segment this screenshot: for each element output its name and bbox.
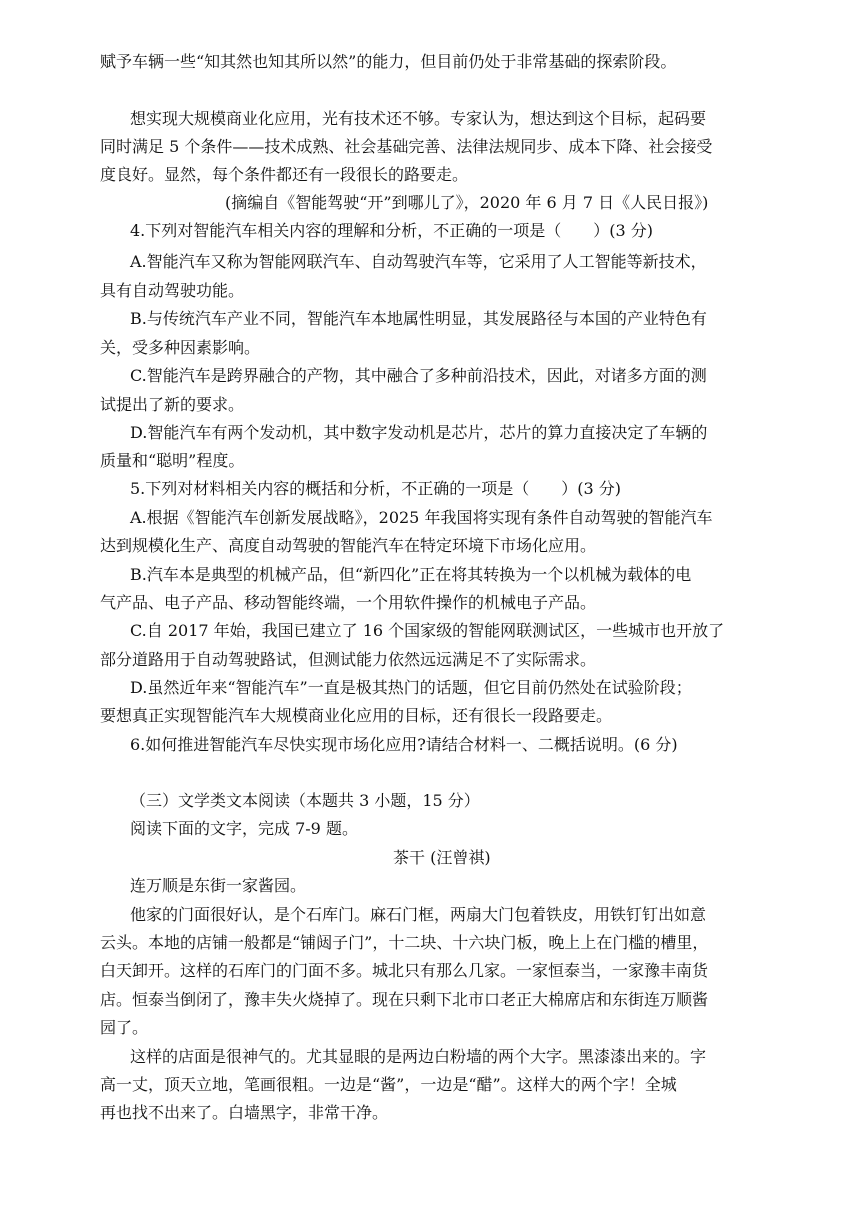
question-5: 5.下列对材料相关内容的概括和分析，不正确的一项是（ ）(3 分) xyxy=(130,479,622,498)
option-b: B.汽车本是典型的机械产品，但“新四化”正在将其转换为一个以机械为载体的电 xyxy=(130,565,692,584)
text-line: 度良好。显然，每个条件都还有一段很长的路要走。 xyxy=(100,165,469,184)
text-line: 达到规模化生产、高度自动驾驶的智能汽车在特定环境下市场化应用。 xyxy=(100,536,597,555)
article-title: 茶干 (汪曾祺) xyxy=(393,848,491,867)
question-6: 6.如何推进智能汽车尽快实现市场化应用?请结合材料一、二概括说明。(6 分) xyxy=(130,735,678,754)
text-line: 赋予车辆一些“知其然也知其所以然”的能力，但目前仍处于非常基础的探索阶段。 xyxy=(100,52,677,71)
option-d: D.智能汽车有两个发动机，其中数字发动机是芯片，芯片的算力直接决定了车辆的 xyxy=(130,423,708,442)
text-line: 气产品、电子产品、移动智能终端，一个用软件操作的机械电子产品。 xyxy=(100,593,597,612)
text-line: 要想真正实现智能汽车大规模商业化应用的目标，还有很长一段路要走。 xyxy=(100,706,613,725)
text-line: 园了。 xyxy=(100,1018,149,1037)
option-d: D.虽然近年来“智能汽车”一直是极其热门的话题，但它目前仍然处在试验阶段； xyxy=(130,678,692,697)
option-b: B.与传统汽车产业不同，智能汽车本地属性明显，其发展路径与本国的产业特色有 xyxy=(130,309,707,328)
source-citation: (摘编自《智能驾驶“开”到哪儿了》，2020 年 6 月 7 日《人民日报》) xyxy=(225,193,709,212)
text-line: 白天卸开。这样的石库门的门面不多。城北只有那么几家。一家恒泰当，一家豫丰南货 xyxy=(100,961,709,980)
text-line: 同时满足 5 个条件——技术成熟、社会基础完善、法律法规同步、成本下降、社会接受 xyxy=(100,137,713,156)
option-c: C.自 2017 年始，我国已建立了 16 个国家级的智能网联测试区，一些城市也开放了 xyxy=(130,621,725,640)
text-line: 具有自动驾驶功能。 xyxy=(100,281,245,300)
option-a: A.根据《智能汽车创新发展战略》，2025 年我国将实现有条件自动驾驶的智能汽车 xyxy=(130,508,713,527)
text-line: 关，受多种因素影响。 xyxy=(100,338,261,357)
text-line: 试提出了新的要求。 xyxy=(100,395,245,414)
question-4: 4.下列对智能汽车相关内容的理解和分析，不正确的一项是（ ）(3 分) xyxy=(130,221,654,240)
text-line: 店。恒泰当倒闭了，豫丰失火烧掉了。现在只剩下北市口老正大棉席店和东街连万顺酱 xyxy=(100,990,709,1009)
instruction: 阅读下面的文字，完成 7-9 题。 xyxy=(130,819,358,838)
text-line: 他家的门面很好认，是个石库门。麻石门框，两扇大门包着铁皮，用铁钉钉出如意 xyxy=(130,905,707,924)
text-line: 再也找不出来了。白墙黑字，非常干净。 xyxy=(100,1103,389,1122)
text-line: 云头。本地的店铺一般都是“铺闼子门”，十二块、十六块门板，晚上上在门槛的槽里， xyxy=(100,933,709,952)
option-c: C.智能汽车是跨界融合的产物，其中融合了多种前沿技术，因此，对诸多方面的测 xyxy=(130,366,707,385)
text-line: 连万顺是东街一家酱园。 xyxy=(130,876,307,895)
option-a: A.智能汽车又称为智能网联汽车、自动驾驶汽车等，它采用了人工智能等新技术， xyxy=(130,252,707,271)
text-line: 质量和“聪明”程度。 xyxy=(100,451,245,470)
section-heading: （三）文学类文本阅读（本题共 3 小题，15 分） xyxy=(130,791,480,810)
text-line: 想实现大规模商业化应用，光有技术还不够。专家认为，想达到这个目标，起码要 xyxy=(130,109,707,128)
text-line: 这样的店面是很神气的。尤其显眼的是两边白粉墙的两个大字。黑漆漆出来的。字 xyxy=(130,1047,707,1066)
text-line: 部分道路用于自动驾驶路试，但测试能力依然远远满足不了实际需求。 xyxy=(100,650,597,669)
text-line: 高一丈，顶天立地，笔画很粗。一边是“酱”，一边是“醋”。这样大的两个字！全城 xyxy=(100,1075,677,1094)
